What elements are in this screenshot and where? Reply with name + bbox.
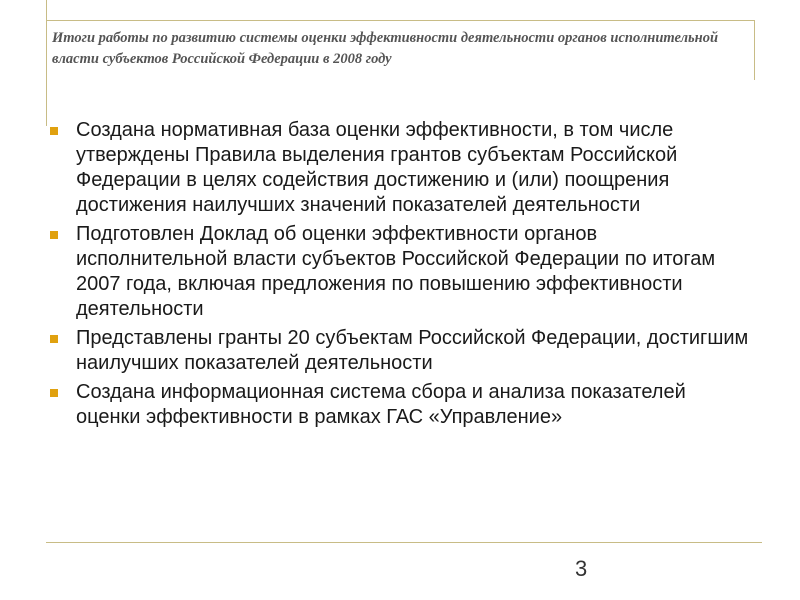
bullet-text: Создана информационная система сбора и анализа показателей оценки эффективности в рамках ГАС «Управление» (76, 381, 686, 428)
page-number: 3 (575, 556, 588, 581)
square-bullet-icon (50, 335, 58, 343)
bullet-item (50, 118, 750, 218)
square-bullet-icon (50, 231, 58, 239)
frame-line-top (46, 20, 754, 21)
bullet-text: Создана нормативная база оценки эффективности, в том числе утверждены Правила выделения грантов субъектам Российской Федерации в целях содействия достижению и (или) поощрения достижения наилучших значений показателей деятельности (76, 119, 678, 216)
bullet-list (50, 118, 750, 434)
frame-line-right (754, 20, 755, 80)
bullet-item (50, 380, 750, 430)
bullet-text: Представлены гранты 20 субъектам Российской Федерации, достигшим наилучших показателей деятельности (76, 327, 749, 374)
frame-line-left (46, 0, 47, 126)
square-bullet-icon (50, 127, 58, 135)
square-bullet-icon (50, 389, 58, 397)
slide-title: Итоги работы по развитию системы оценки эффективности деятельности органов исполнительной власти субъектов Российской Федерации в 2008 году (52, 30, 719, 67)
frame-line-bottom (46, 542, 762, 543)
bullet-item (50, 222, 750, 322)
bullet-item (50, 326, 750, 376)
bullet-text: Подготовлен Доклад об оценки эффективности органов исполнительной власти субъектов Российской Федерации по итогам 2007 года, включая предложения по повышению эффективности деятельности (76, 223, 716, 320)
